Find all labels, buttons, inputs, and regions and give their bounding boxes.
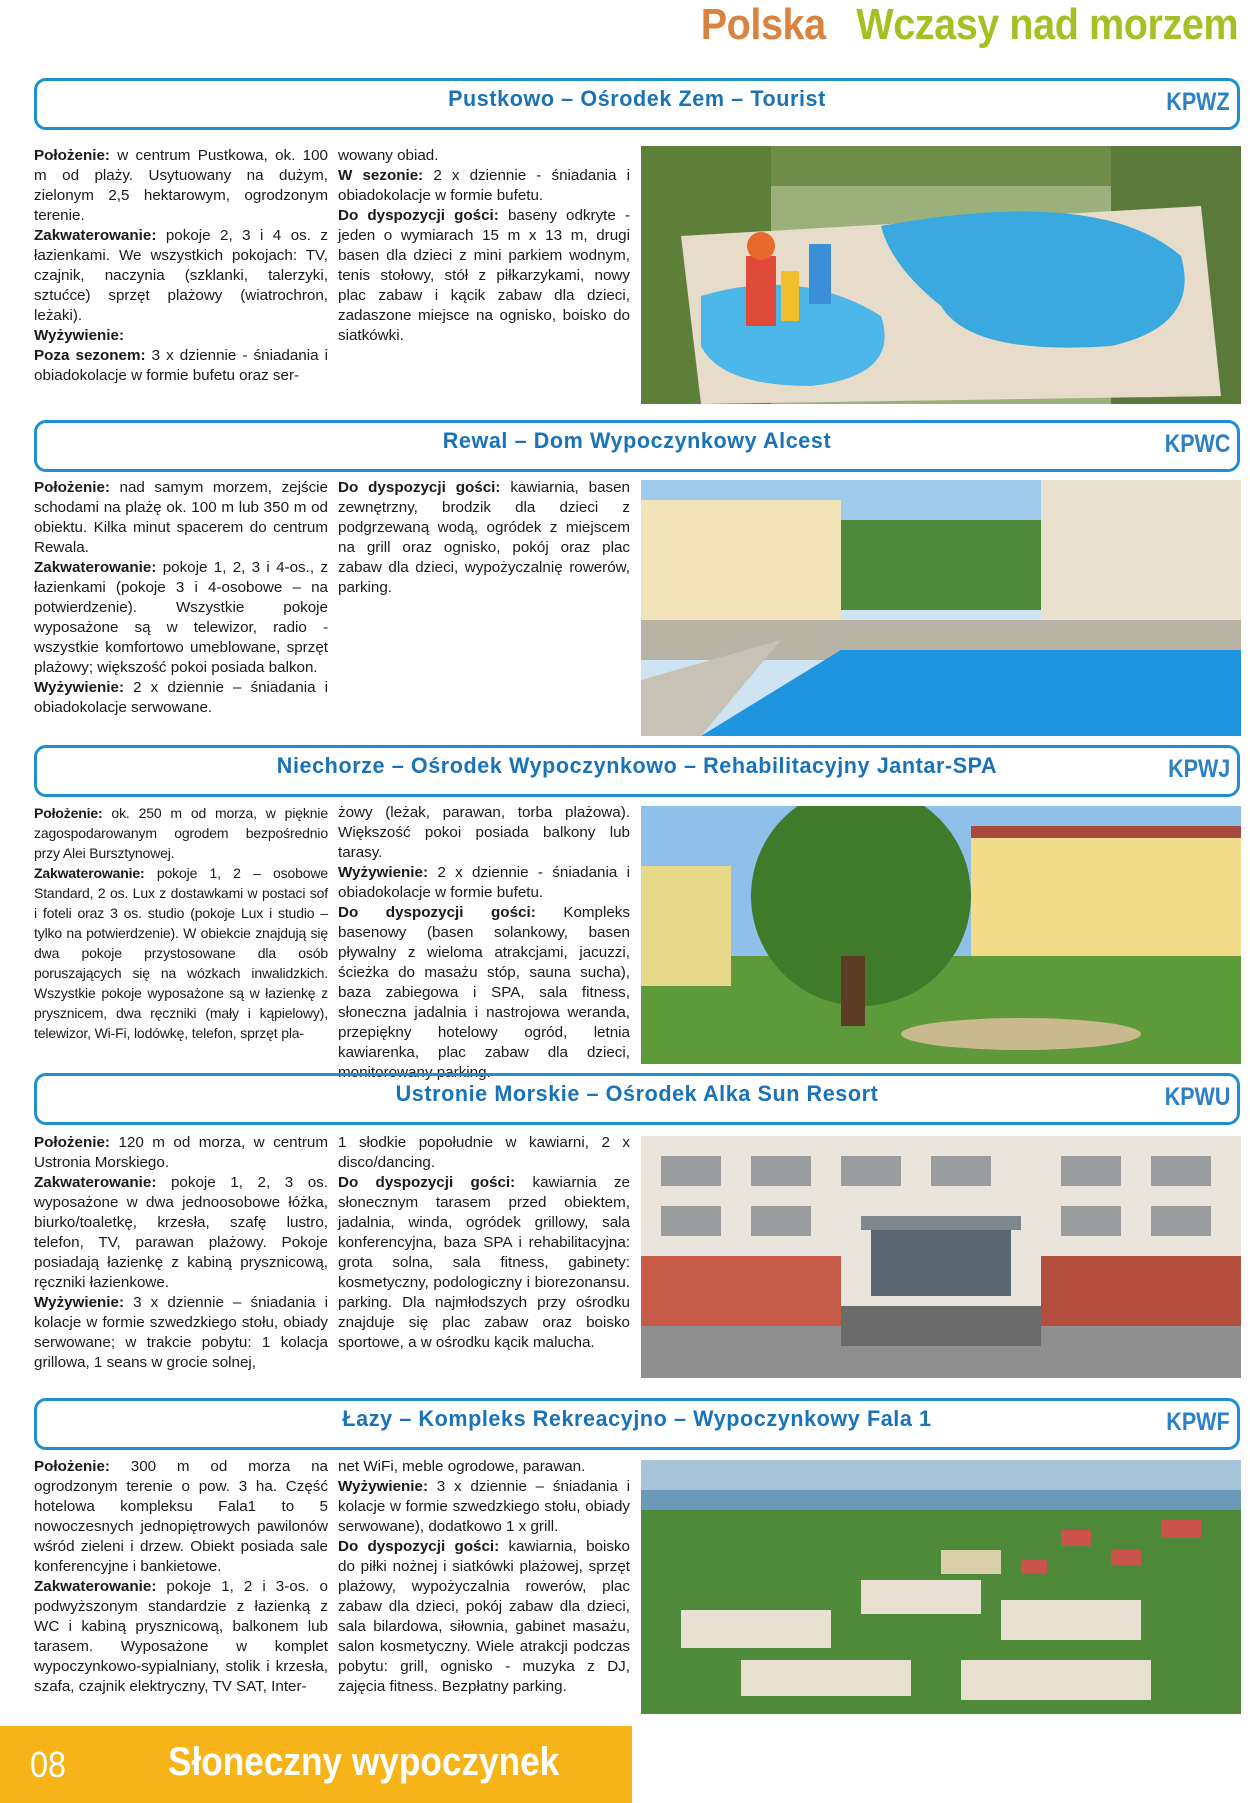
field-label: Wyżywienie: (34, 327, 125, 344)
field-label: Wyżywienie: (34, 679, 125, 696)
field-text: 2 x dziennie - śniadania i obiadokolacje w formie bufetu. (338, 864, 630, 901)
description-paragraph (338, 1537, 630, 1697)
field-text: pokoje 1, 2, 3 i 4-os., z łazienkami (pokoje 3 i 4-osobowe – na potwierdzenie). Wszystkie pokoje wyposażone są w telewizor, radio - wszystkie komfortowo umeblowane, sprzęt plażowy; większość pokoi posiada balkon. (34, 559, 328, 676)
offer-code: KPWF (1166, 1408, 1230, 1436)
description-col-1 (34, 1457, 328, 1697)
description-paragraph (338, 903, 630, 1083)
description-paragraph (34, 346, 328, 386)
field-text: 3 x dziennie – śniadania i kolacje w formie szwedzkiego stołu, obiady serwowane), dodatkowo 1 x grill. (338, 1478, 630, 1535)
offer-code: KPWZ (1166, 88, 1230, 116)
description-paragraph (338, 1173, 630, 1353)
description-col-2 (338, 1133, 630, 1353)
field-label: Do dyspozycji gości: (338, 1174, 516, 1191)
field-label: Zakwaterowanie: (34, 1578, 157, 1595)
description-paragraph (34, 1173, 328, 1293)
photo-aerial-lazy (641, 1460, 1241, 1714)
description-col-2 (338, 1457, 630, 1697)
field-label: Wyżywienie: (34, 1294, 125, 1311)
description-paragraph (338, 1457, 630, 1477)
page-header (701, 0, 1238, 52)
field-text: 2 x dziennie – śniadania i obiadokolacje serwowane. (34, 679, 328, 716)
header-topic: Wczasy nad morzem (856, 0, 1238, 49)
description-paragraph (338, 166, 630, 206)
field-label: Zakwaterowanie: (34, 227, 157, 244)
field-text: nad samym morzem, zejście schodami na plażę ok. 100 m lub 350 m od obiektu. Kilka minut spacerem do centrum Rewala. (34, 479, 328, 556)
field-text: wowany obiad. (338, 147, 439, 164)
section-title: Ustronie Morskie – Ośrodek Alka Sun Resort (395, 1081, 879, 1106)
footer-bar (0, 1726, 632, 1803)
field-label: Zakwaterowanie: (34, 559, 157, 576)
field-text: 3 x dziennie – śniadania i kolacje w formie szwedzkiego stołu, obiady serwowane; w trakcie pobytu: 1 kolacja grillowa, 1 seans w grocie solnej, (34, 1294, 328, 1371)
description-col-1 (34, 146, 328, 386)
field-text: Kompleks basenowy (basen solankowy, basen pływalny z wieloma atrakcjami, jacuzzi, ścieżka do masażu stóp, sauna sucha), baza zabiegowa i SPA, sala fitness, słoneczna jadalnia i nastrojowa weranda, przepiękny hotelowy ogród, letnia kawiarenka, plac zabaw dla dzieci, monitorowany parking. (338, 904, 630, 1081)
description-col-1 (34, 478, 328, 718)
photo-garden-niechorze (641, 806, 1241, 1064)
description-paragraph (34, 678, 328, 718)
description-col-2 (338, 146, 630, 346)
description-paragraph (34, 1133, 328, 1173)
section-title: Łazy – Kompleks Rekreacyjno – Wypoczynkowy Fala 1 (342, 1406, 932, 1431)
field-label: Położenie: (34, 147, 110, 164)
description-paragraph (338, 1133, 630, 1173)
page-number: 08 (30, 1744, 67, 1785)
field-text: pokoje 1, 2 – osobowe Standard, 2 os. Lux z dostawkami w postaci sof i foteli oraz 3 os. studio (pokoje Lux i studio – tylko na potwierdzenie). W obiekcie znajdują się dwa pokoje przystosowane dla osób poruszających się na wózkach inwalidzkich. Wszystkie pokoje wyposażone są w łazienkę z prysznicem, dwa ręczniki (mały i kąpielowy), telewizor, Wi-Fi, lodówkę, telefon, sprzęt pla- (34, 865, 328, 1041)
header-country: Polska (700, 0, 826, 49)
field-text: pokoje 1, 2, 3 os. wyposażone w dwa jednoosobowe łóżka, biurko/toaletkę, krzesła, szafę lustro, telefon, TV, parawan plażowy. Pokoje posiadają łazienkę z kabiną prysznicową, ręczniki łazienkowe. (34, 1174, 328, 1291)
description-paragraph (34, 803, 328, 863)
field-label: Zakwaterowanie: (34, 1174, 157, 1191)
description-paragraph (34, 863, 328, 1043)
description-paragraph (34, 326, 328, 346)
offer-code: KPWJ (1167, 755, 1230, 783)
field-text: 120 m od morza, w centrum Ustronia Morskiego. (34, 1134, 328, 1171)
field-label: Położenie: (34, 1458, 110, 1475)
field-label: Położenie: (34, 1134, 110, 1151)
description-col-2 (338, 803, 630, 1083)
field-text: pokoje 1, 2 i 3-os. o podwyższonym standardzie z łazienką z WC i kabiną prysznicową, balkonem lub tarasem. Wyposażone w komplet wypoczynkowo-sypialniany, stolik i krzesła, szafa, czajnik elektryczny, TV SAT, Inter- (34, 1578, 328, 1695)
field-label: Położenie: (34, 479, 110, 496)
field-label: Położenie: (34, 805, 103, 821)
field-text: 300 m od morza na ogrodzonym terenie o pow. 3 ha. Część hotelowa kompleksu Fala1 to 5 nowoczesnych jednopiętrowych pawilonów wśród zieleni i drzew. Obiekt posiada sale konferencyjne i bankietowe. (34, 1458, 328, 1575)
description-paragraph (338, 1477, 630, 1537)
description-paragraph (34, 1577, 328, 1697)
field-text: kawiarnia ze słonecznym tarasem przed obiektem, jadalnia, winda, ogródek grillowy, sala konferencyjna, baza SPA i rehabilitacyjna: grota solna, sala fitness, gabinety: kosmetyczny, podologiczny i biorezonansu. parking. Dla najmłodszych przy ośrodku znajduje się plac zabaw oraz boisko sportowe, a w ośrodku kącik malucha. (338, 1174, 631, 1351)
field-label: Poza sezonem: (34, 347, 146, 364)
description-paragraph (34, 146, 328, 226)
field-label: W sezonie: (338, 167, 424, 184)
description-paragraph (34, 226, 328, 326)
field-text: kawiarnia, boisko do piłki nożnej i siatkówki plażowej, sprzęt plażowy, wypożyczalnia rowerów, plac zabaw dla dzieci, pokój zabaw dla dzieci, sala bilardowa, siłownia, gabinet masażu, salon kosmetyczny. Wiele atrakcji podczas pobytu: grill, ognisko - muzyka z DJ, zajęcia fitness. Bezpłatny parking. (338, 1538, 630, 1695)
section-title: Pustkowo – Ośrodek Zem – Tourist (448, 86, 826, 111)
description-col-1 (34, 1133, 328, 1373)
description-paragraph (338, 803, 630, 863)
description-paragraph (338, 206, 630, 346)
photo-resort-ustronie (641, 1136, 1241, 1378)
section-title: Rewal – Dom Wypoczynkowy Alcest (442, 428, 832, 453)
field-label: Zakwaterowanie: (34, 865, 145, 881)
description-col-1 (34, 803, 328, 1043)
field-label: Wyżywienie: (338, 1478, 429, 1495)
field-text: kawiarnia, basen zewnętrzny, brodzik dla dzieci z podgrzewaną wodą, ogródek z miejscem na grill oraz ognisko, pokój oraz plac zabaw dla dzieci, wypożyczalnię rowerów, parking. (338, 479, 630, 596)
field-label: Do dyspozycji gości: (338, 207, 499, 224)
description-col-2 (338, 478, 630, 598)
description-paragraph (34, 478, 328, 558)
field-text: 1 słodkie popołudnie w kawiarni, 2 x disco/dancing. (338, 1134, 630, 1171)
field-text: 3 x dziennie - śniadania i obiadokolacje w formie bufetu oraz ser- (34, 347, 328, 384)
field-label: Do dyspozycji gości: (338, 904, 536, 921)
description-paragraph (338, 478, 630, 598)
field-label: Do dyspozycji gości: (338, 479, 501, 496)
field-text: ok. 250 m od morza, w pięknie zagospodarowanym ogrodem bezpośrednio przy Alei Bursztynowej. (34, 805, 328, 861)
description-paragraph (338, 863, 630, 903)
field-text: 2 x dziennie - śniadania i obiadokolacje w formie bufetu. (338, 167, 630, 204)
section-title: Niechorze – Ośrodek Wypoczynkowo – Rehabilitacyjny Jantar-SPA (276, 753, 998, 778)
description-paragraph (34, 558, 328, 678)
photo-pool-pustkowo (641, 146, 1241, 404)
description-paragraph (34, 1457, 328, 1577)
field-label: Do dyspozycji gości: (338, 1538, 500, 1555)
description-paragraph (338, 146, 630, 166)
description-paragraph (34, 1293, 328, 1373)
offer-code: KPWU (1164, 1083, 1230, 1111)
field-text: pokoje 2, 3 i 4 os. z łazienkami. We wszystkich pokojach: TV, czajnik, naczynia (szklanki, talerzyki, sztućce) sprzęt plażowy (wiatrochron, leżaki). (34, 227, 328, 324)
footer-slogan: Słoneczny wypoczynek (168, 1740, 560, 1784)
offer-code: KPWC (1164, 430, 1230, 458)
field-text: w centrum Pustkowa, ok. 100 m od plaży. Usytuowany na dużym, zielonym 2,5 hektarowym, ogrodzonym terenie. (34, 147, 328, 224)
field-text: net WiFi, meble ogrodowe, parawan. (338, 1458, 586, 1475)
field-text: baseny odkryte - jeden o wymiarach 15 m x 13 m, drugi basen dla dzieci z mini parkiem wodnym, tenis stołowy, stół z piłkarzykami, nowy plac zabaw i kącik zabaw dla dzieci, zadaszone miejsce na ognisko, boisko do siatkówki. (338, 207, 631, 344)
field-label: Wyżywienie: (338, 864, 429, 881)
field-text: żowy (leżak, parawan, torba plażowa). Większość pokoi posiada balkony lub tarasy. (338, 804, 630, 861)
photo-pool-rewal (641, 480, 1241, 736)
